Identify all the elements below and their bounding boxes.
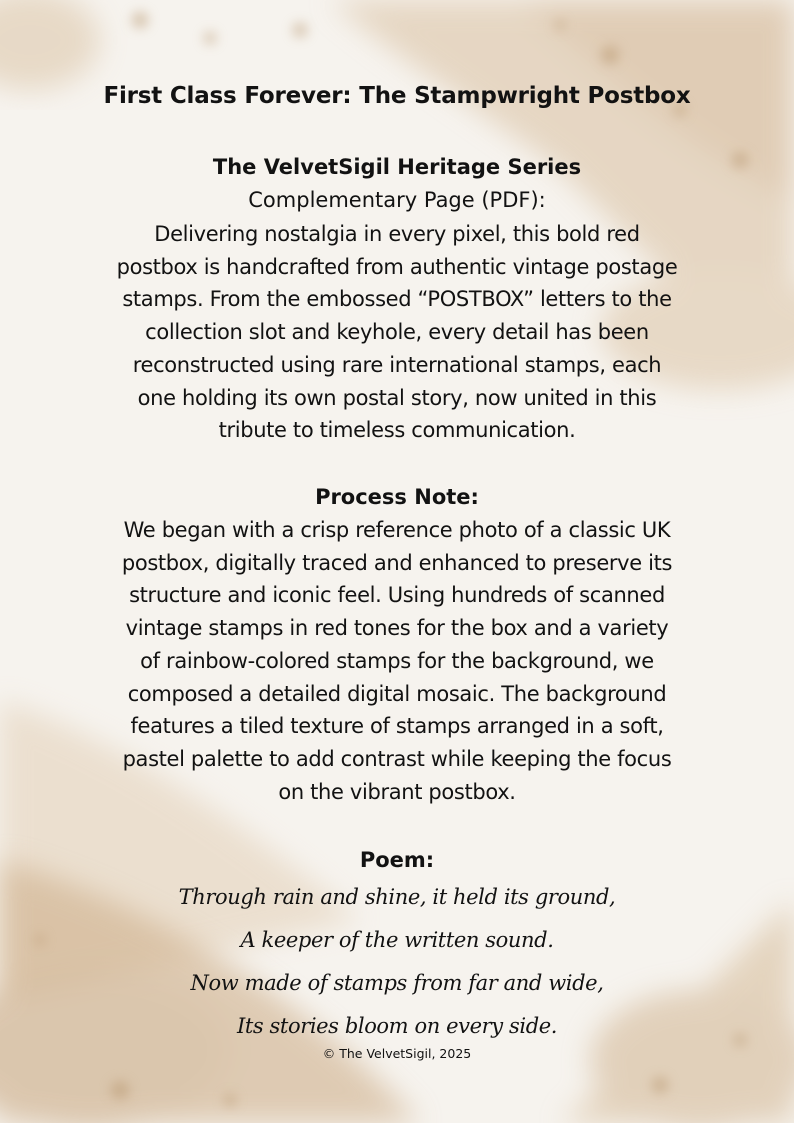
series-title: The VelvetSigil Heritage Series (212, 155, 582, 179)
process-line: on the vibrant postbox. (278, 779, 516, 804)
subtitle: Complementary Page (PDF): (248, 188, 546, 212)
poem-line: Its stories bloom on every side. (236, 1014, 558, 1038)
description-paragraph (60, 218, 734, 447)
process-line: of rainbow-colored stamps for the background, we (140, 648, 654, 673)
description-line: tribute to timeless communication. (218, 418, 576, 443)
poem-line: Now made of stamps from far and wide, (190, 971, 604, 995)
process-line: structure and iconic feel. Using hundreds of scanned (129, 583, 665, 608)
document-title: First Class Forever: The Stampwright Postbox (103, 83, 691, 109)
process-note-heading: Process Note: (315, 485, 479, 509)
process-line: postbox, digitally traced and enhanced to preserve its (121, 550, 673, 575)
poem-line: Through rain and shine, it held its ground, (178, 885, 616, 909)
process-line: composed a detailed digital mosaic. The background (127, 681, 667, 706)
process-line: vintage stamps in red tones for the box and a variety (125, 616, 669, 641)
description-line: stamps. From the embossed “POSTBOX” letters to the (122, 287, 672, 312)
description-line: collection slot and keyhole, every detail has been (145, 320, 649, 345)
poem-heading: Poem: (359, 848, 435, 872)
description-line: one holding its own postal story, now united in this (137, 385, 657, 410)
process-line: We began with a crisp reference photo of a classic UK (123, 518, 671, 542)
process-line: pastel palette to add contrast while keeping the focus (122, 746, 672, 771)
poem-line: A keeper of the written sound. (240, 928, 554, 952)
poem (60, 876, 734, 1048)
description-line: postbox is handcrafted from authentic vintage postage (116, 254, 678, 279)
copyright-notice: © The VelvetSigil, 2025 (322, 1046, 472, 1061)
process-line: features a tiled texture of stamps arranged in a soft, (130, 714, 664, 739)
description-line: reconstructed using rare international stamps, each (132, 352, 662, 377)
description-line: Delivering nostalgia in every pixel, this bold red (154, 222, 640, 246)
process-note-paragraph (60, 514, 734, 808)
